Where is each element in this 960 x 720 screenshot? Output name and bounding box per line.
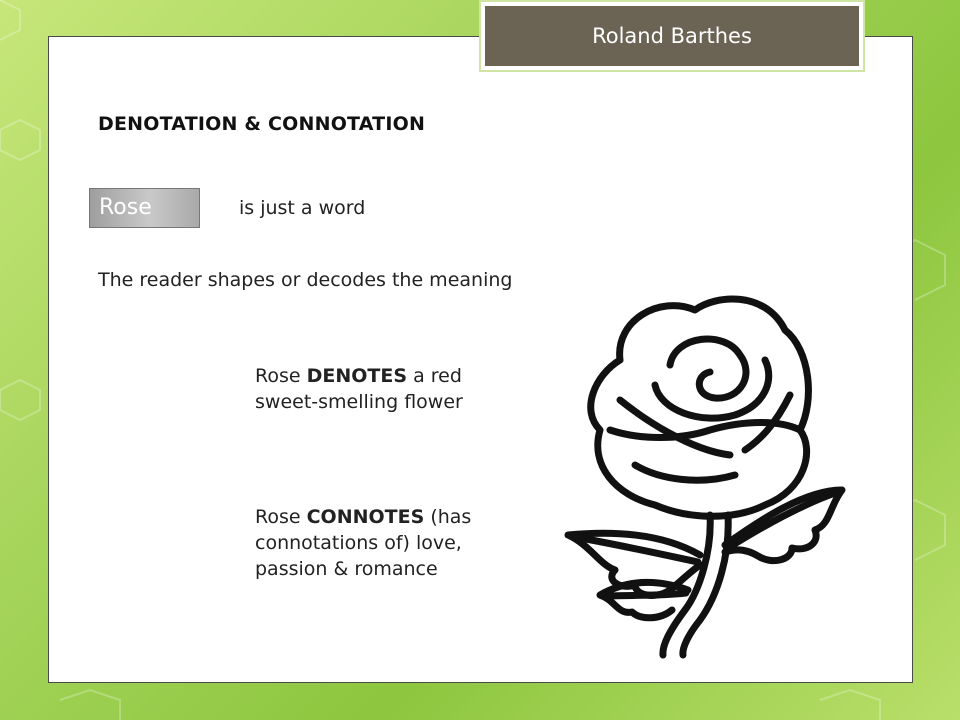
denotes-rest: a red sweet-smelling flower bbox=[255, 365, 463, 413]
just-a-word-text: is just a word bbox=[239, 197, 366, 219]
rose-drawing-icon bbox=[560, 290, 850, 660]
denotes-keyword: DENOTES bbox=[306, 365, 408, 387]
denotes-prefix: Rose bbox=[255, 365, 307, 387]
slide-heading: DENOTATION & CONNOTATION bbox=[98, 113, 426, 135]
connotes-keyword: CONNOTES bbox=[306, 506, 425, 528]
rose-word-box: Rose bbox=[89, 188, 200, 228]
connotes-prefix: Rose bbox=[255, 506, 307, 528]
title-tag bbox=[479, 0, 865, 72]
connotes-paragraph bbox=[255, 504, 485, 582]
title-tag-label: Roland Barthes bbox=[485, 6, 859, 66]
connotes-rest: (has connotations of) love, passion & romance bbox=[255, 506, 472, 580]
reader-decodes-text: The reader shapes or decodes the meaning bbox=[98, 269, 513, 291]
denotes-paragraph bbox=[255, 363, 505, 415]
